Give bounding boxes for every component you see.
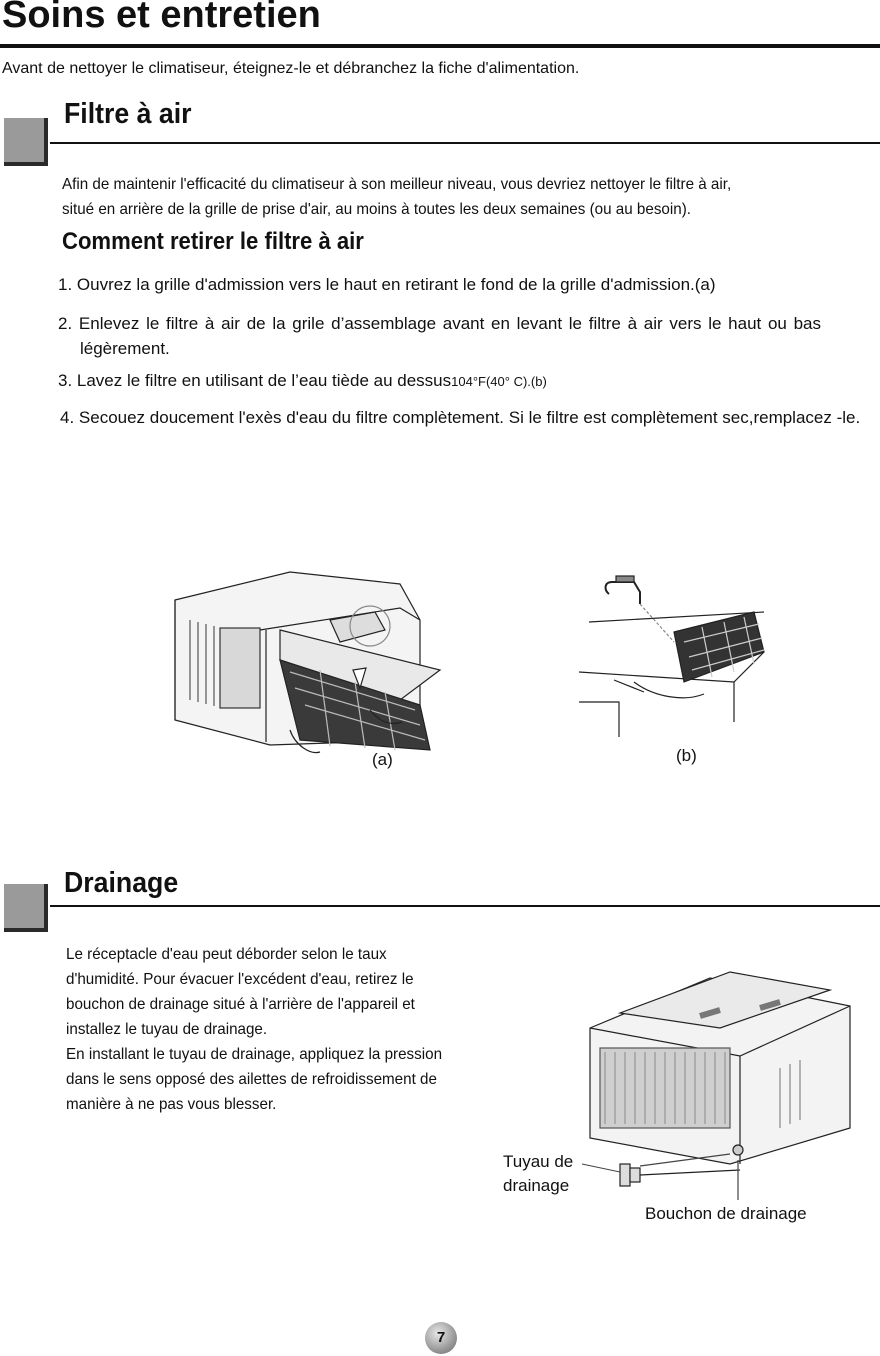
section-title-drainage: Drainage — [64, 867, 179, 899]
step-1: 1. Ouvrez la grille d'admission vers le haut en retirant le fond de la grille d'admission.(a) — [58, 275, 716, 294]
drainage-line-4: installez le tuyau de drainage. — [66, 1021, 268, 1038]
drainage-line-5: En installant le tuyau de drainage, appliquez la pression — [66, 1046, 443, 1063]
section-rule-drainage — [50, 905, 880, 907]
intro-text: Avant de nettoyer le climatiseur, éteignez-le et débranchez la fiche d'alimentation. — [2, 60, 580, 77]
drainage-illustration — [580, 968, 860, 1168]
figure-a-illustration — [170, 560, 460, 760]
step-3-text: 3. Lavez le filtre en utilisant de l’eau tiède au dessus — [58, 371, 452, 390]
filter-paragraph — [62, 172, 731, 222]
drainage-line-1: Le réceptacle d'eau peut déborder selon le taux — [66, 946, 387, 963]
filter-paragraph-line1: Afin de maintenir l'efficacité du climatiseur à son meilleur niveau, vous devriez nettoyer le filtre à air, — [62, 176, 732, 193]
figure-a-label: (a) — [372, 750, 393, 769]
hose-callout-line1: Tuyau de — [503, 1152, 574, 1171]
page-number: 7 — [425, 1322, 457, 1354]
step-2-text: 2. Enlevez le filtre à air de la grile d’assemblage avant en levant le filtre à air vers le haut ou bas légèrement. — [58, 314, 822, 358]
filter-paragraph-line2: situé en arrière de la grille de prise d'air, au moins à toutes les deux semaines (ou au besoin). — [62, 201, 691, 218]
section-title-filter: Filtre à air — [64, 98, 192, 130]
hose-callout — [503, 1150, 573, 1198]
drainage-paragraph — [66, 942, 442, 1117]
drainage-line-7: manière à ne pas vous blesser. — [66, 1096, 277, 1113]
plug-callout: Bouchon de drainage — [645, 1204, 807, 1223]
step-4 — [58, 405, 868, 430]
section-rule-filter — [50, 142, 880, 144]
page-title: Soins et entretien — [2, 0, 321, 36]
step-3 — [58, 368, 866, 394]
drainage-line-6: dans le sens opposé des ailettes de refroidissement de — [66, 1071, 437, 1088]
hose-callout-line2: drainage — [503, 1176, 570, 1195]
section-marker-filter — [4, 118, 48, 166]
drain-hose-icon — [580, 1150, 760, 1210]
section-marker-drainage — [4, 884, 48, 932]
step-4-text: 4. Secouez doucement l'exès d'eau du filtre complètement. Si le filtre est complètement sec,remplacez -le. — [60, 408, 861, 427]
figure-b-illustration — [574, 572, 774, 742]
figure-b-label: (b) — [676, 746, 697, 765]
step-2 — [58, 311, 858, 361]
drainage-line-2: d'humidité. Pour évacuer l'excédent d'eau, retirez le — [66, 971, 414, 988]
drainage-line-3: bouchon de drainage situé à l'arrière de l'appareil et — [66, 996, 415, 1013]
title-rule — [0, 44, 880, 48]
filter-subheading: Comment retirer le filtre à air — [62, 228, 364, 255]
step-3-temp: 104°F(40° C).(b) — [451, 374, 547, 389]
